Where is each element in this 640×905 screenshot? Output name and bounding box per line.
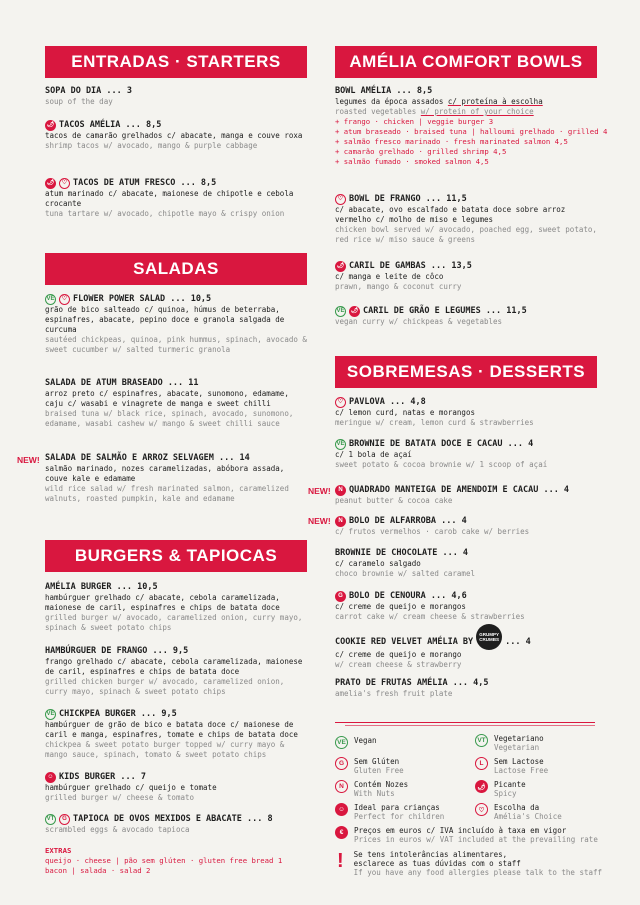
legend-allergy: ! Se tens intolerâncias alimentares, esclarece as tuas dúvidas com o staff If you have any food allergies please talk to the staff (337, 850, 603, 877)
item-desc-pt: c/ manga e leite de côco (335, 272, 444, 281)
menu-item-hamburguer-frango (45, 646, 307, 697)
menu-item-tacos-atum (45, 178, 307, 219)
vegan-icon: VE (335, 736, 348, 749)
menu-item-salada-atum (45, 378, 307, 429)
divider-line (345, 725, 595, 726)
item-desc-pt: c/ lemon curd, natas e morangos (335, 408, 475, 417)
legend-item: ♡ Escolha da Amélia's Choice (475, 803, 562, 821)
spicy-icon: 🌶 (475, 780, 488, 793)
menu-item-bolo-cenoura (335, 591, 597, 622)
item-desc-en: sautéed chickpeas, quinoa, pink hummus, spinach, avocado & sweet cucumber w/ salted turmeric granola (45, 335, 307, 354)
item-title: BOLO DE CENOURA ... 4,6 (349, 591, 467, 601)
legend-prices: € Preços em euros c/ IVA incluído à taxa em vigor Prices in euros w/ VAT included at the prevailing rate (335, 826, 598, 844)
nuts-icon: N (335, 780, 348, 793)
starters-banner: ENTRADAS · STARTERS (45, 46, 307, 78)
item-desc-en: w/ cream cheese & strawberry (335, 660, 462, 669)
item-title: BROWNIE DE BATATA DOCE E CACAU ... 4 (349, 439, 534, 449)
item-desc-en: chickpea & sweet potato burger topped w/ curry mayo & mango sauce, spinach, tomato & sweet potato chips (45, 740, 285, 759)
lactose-free-icon: L (475, 757, 488, 770)
legend-item: VE Vegan (335, 736, 377, 749)
menu-item-pavlova (335, 397, 597, 428)
item-title: FLOWER POWER SALAD ... 10,5 (73, 294, 212, 304)
menu-item-brownie-chocolate (335, 548, 597, 579)
new-badge: NEW! (308, 516, 331, 526)
item-desc-pt: salmão marinado, nozes caramelizadas, abóbora assada, couve kale e edamame (45, 464, 285, 483)
item-desc-pt: arroz preto c/ espinafres, abacate, sunomono, edamame, caju c/ wasabi e vinagrete de manga e sweet chilli (45, 389, 289, 408)
extras-line: queijo · cheese | pão sem glúten · gluten free bread 1 (45, 856, 283, 865)
item-desc-pt: hambúrguer grelhado c/ queijo e tomate (45, 783, 217, 792)
item-title: SOPA DO DIA ... 3 (45, 86, 132, 96)
item-desc-en: choco brownie w/ salted caramel (335, 569, 475, 578)
menu-item-prato-frutas (335, 678, 597, 699)
item-title: SALADA DE ATUM BRASEADO ... 11 (45, 378, 199, 388)
protein-option: + frango · chicken | veggie burger 3 (335, 117, 494, 126)
amelia-choice-icon: ♡ (475, 803, 488, 816)
menu-item-chickpea-burger (45, 709, 307, 760)
menu-item-caril-gambas (335, 261, 597, 292)
item-title: BOWL AMÉLIA ... 8,5 (335, 86, 433, 96)
item-desc-en: chicken bowl served w/ avocado, poached egg, sweet potato, red rice w/ miso sauce & greens (335, 225, 597, 244)
spicy-icon: 🌶 (349, 306, 360, 317)
item-desc-en: prawn, mango & coconut curry (335, 282, 462, 291)
item-desc-en: grilled burger w/ avocado, caramelized onion, curry mayo, spinach & sweet potato chips (45, 613, 303, 632)
item-desc-pt: grão de bico salteado c/ quinoa, húmus de beterraba, espinafres, abacate, pepino doce e granola salgada de curcuma (45, 305, 285, 334)
item-desc-pt: frango grelhado c/ abacate, cebola caramelizada, maionese de caril, espinafres e chips de batata doce (45, 657, 303, 676)
item-desc-en-protein: w/ protein of your choice (420, 107, 534, 116)
item-title: TACOS DE ATUM FRESCO ... 8,5 (73, 178, 217, 188)
menu-item-kids-burger (45, 772, 307, 803)
item-desc-pt-protein: c/ proteína à escolha (447, 97, 543, 106)
vegan-icon: VE (335, 306, 346, 317)
menu-item-cookie-red-velvet (335, 634, 597, 670)
menu-item-caril-grao (335, 306, 597, 327)
item-desc-pt: c/ 1 bola de açaí (335, 450, 412, 459)
euro-icon: € (335, 826, 348, 839)
legend-item: 🌶 Picante Spicy (475, 780, 526, 798)
menu-item-brownie-batata (335, 439, 627, 470)
gluten-free-icon: G (335, 757, 348, 770)
extras-line: bacon | salada · salad 2 (45, 866, 151, 875)
salads-banner: SALADAS (45, 253, 307, 285)
item-title: BOWL DE FRANGO ... 11,5 (349, 194, 467, 204)
vegan-icon: VE (45, 709, 56, 720)
item-title: CHICKPEA BURGER ... 9,5 (59, 709, 177, 719)
amelia-choice-icon: ♡ (335, 194, 346, 205)
menu-item-tacos-amelia (45, 120, 307, 151)
legend-item: ☺ Ideal para crianças Perfect for children (335, 803, 444, 821)
grumpy-crumbs-logo: GRUMPY CRUMBS (476, 624, 502, 650)
item-desc-en: roasted vegetables (335, 107, 421, 116)
item-desc-en: peanut butter & cocoa cake (335, 496, 453, 505)
item-desc-pt: atum marinado c/ abacate, maionese de chipotle e cebola crocante (45, 189, 294, 208)
item-desc-en: shrimp tacos w/ avocado, mango & purple cabbage (45, 141, 258, 150)
item-desc-en: tuna tartare w/ avocado, chipotle mayo & crispy onion (45, 209, 285, 218)
item-desc-pt: hambúrguer grelhado c/ abacate, cebola caramelizada, maionese de caril, espinafres e chips de batata doce (45, 593, 280, 612)
protein-option: + salmão fresco marinado · fresh marinated salmon 4,5 (335, 137, 568, 146)
nuts-icon: N (335, 485, 346, 496)
item-title: SALADA DE SALMÃO E ARROZ SELVAGEM ... 14 (45, 453, 250, 463)
desserts-banner: SOBREMESAS · DESSERTS (335, 356, 597, 388)
kids-icon: ☺ (335, 803, 348, 816)
item-desc-pt: legumes da época assados (335, 97, 448, 106)
gluten-free-icon: G (335, 591, 346, 602)
spicy-icon: 🌶 (45, 178, 56, 189)
menu-item-amelia-burger (45, 582, 307, 633)
exclamation-icon: ! (337, 850, 344, 872)
amelia-choice-icon: ♡ (59, 178, 70, 189)
item-title: HAMBÚRGUER DE FRANGO ... 9,5 (45, 646, 189, 656)
menu-item-flower-power (45, 294, 307, 355)
vegetarian-icon: VT (45, 814, 56, 825)
divider-line (335, 722, 595, 723)
kids-icon: ☺ (45, 772, 56, 783)
item-desc-pt: tacos de camarão grelhados c/ abacate, manga e couve roxa (45, 131, 303, 140)
menu-item-bowl-frango (335, 194, 597, 245)
item-title: CARIL DE GRÃO E LEGUMES ... 11,5 (363, 306, 527, 316)
item-title: COOKIE RED VELVET AMÉLIA BY (335, 636, 474, 647)
gluten-free-icon: G (59, 814, 70, 825)
item-title: BROWNIE DE CHOCOLATE ... 4 (335, 548, 469, 558)
menu-item-tapioca (45, 814, 337, 835)
item-desc-pt: c/ abacate, ovo escalfado e batata doce sobre arroz vermelho c/ molho de miso e legumes (335, 205, 566, 224)
item-title: TAPIOCA DE OVOS MEXIDOS E ABACATE ... 8 (73, 814, 273, 824)
item-desc-pt: hambúrguer de grão de bico e batata doce c/ maionese de caril e manga, espinafres, tomate e chips de batata doce (45, 720, 298, 739)
amelia-choice-icon: ♡ (335, 397, 346, 408)
item-desc-en: carrot cake w/ cream cheese & strawberries (335, 612, 525, 621)
item-title: CARIL DE GAMBAS ... 13,5 (349, 261, 472, 271)
nuts-icon: N (335, 516, 346, 527)
extras-section (45, 846, 337, 876)
menu-item-quadrado-amendoim (335, 485, 627, 506)
item-desc-en: braised tuna w/ black rice, spinach, avocado, sunomono, edamame, wasabi cashew w/ mango & sweet chilli sauce (45, 409, 294, 428)
burgers-banner: BURGERS & TAPIOCAS (45, 540, 307, 572)
item-title: PAVLOVA ... 4,8 (349, 397, 426, 407)
item-desc-en: soup of the day (45, 97, 113, 106)
item-desc-en: grilled burger w/ cheese & tomato (45, 793, 195, 802)
item-desc-en: vegan curry w/ chickpeas & vegetables (335, 317, 503, 326)
legend-item: VT Vegetariano Vegetarian (475, 734, 544, 752)
vegetarian-icon: VT (475, 734, 488, 747)
menu-item-bolo-alfarroba (335, 516, 597, 537)
menu-item-salada-salmao (45, 453, 307, 504)
item-title: KIDS BURGER ... 7 (59, 772, 146, 782)
item-desc-en: sweet potato & cocoa brownie w/ 1 scoop of açaí (335, 460, 548, 469)
protein-option: + camarão grelhado · grilled shrimp 4,5 (335, 147, 507, 156)
item-desc-en: grilled chicken burger w/ avocado, caramelized onion, curry mayo, spinach & sweet potato chips (45, 677, 285, 696)
item-title: TACOS AMÉLIA ... 8,5 (59, 120, 162, 130)
protein-option: + atum braseado · braised tuna | halloumi grelhado · grilled 4 (335, 127, 608, 136)
item-desc-en: scrambled eggs & avocado tapioca (45, 825, 190, 834)
item-desc-en: c/ frutos vermelhos · carob cake w/ berries (335, 527, 530, 536)
item-desc-en: meringue w/ cream, lemon curd & strawberries (335, 418, 534, 427)
item-title: QUADRADO MANTEIGA DE AMENDOIM E CACAU ... 4 (349, 485, 570, 495)
new-badge: NEW! (308, 486, 331, 496)
menu-item-sopa (45, 86, 307, 107)
item-desc-pt: c/ creme de queijo e morango (335, 650, 462, 659)
item-price: ... 4 (505, 636, 531, 647)
item-title: AMÉLIA BURGER ... 10,5 (45, 582, 158, 592)
protein-option: + salmão fumado · smoked salmon 4,5 (335, 157, 489, 166)
extras-title: EXTRAS (45, 846, 72, 855)
item-title: BOLO DE ALFARROBA ... 4 (349, 516, 467, 526)
item-desc-pt: c/ caramelo salgado (335, 559, 421, 568)
spicy-icon: 🌶 (335, 261, 346, 272)
menu-item-bowl-amelia (335, 86, 627, 167)
item-desc-en: amelia's fresh fruit plate (335, 689, 453, 698)
vegan-icon: VE (45, 294, 56, 305)
bowls-banner: AMÉLIA COMFORT BOWLS (335, 46, 597, 78)
legend-item: L Sem Lactose Lactose Free (475, 757, 548, 775)
item-desc-en: wild rice salad w/ fresh marinated salmon, caramelized walnuts, roasted pumpkin, kale and edamame (45, 484, 289, 503)
new-badge: NEW! (17, 455, 40, 465)
item-desc-pt: c/ creme de queijo e morangos (335, 602, 466, 611)
legend-item: N Contém Nozes With Nuts (335, 780, 408, 798)
legend-item: G Sem Glúten Gluten Free (335, 757, 404, 775)
spicy-icon: 🌶 (45, 120, 56, 131)
amelia-choice-icon: ♡ (59, 294, 70, 305)
item-title: PRATO DE FRUTAS AMÉLIA ... 4,5 (335, 678, 489, 688)
vegan-icon: VE (335, 439, 346, 450)
